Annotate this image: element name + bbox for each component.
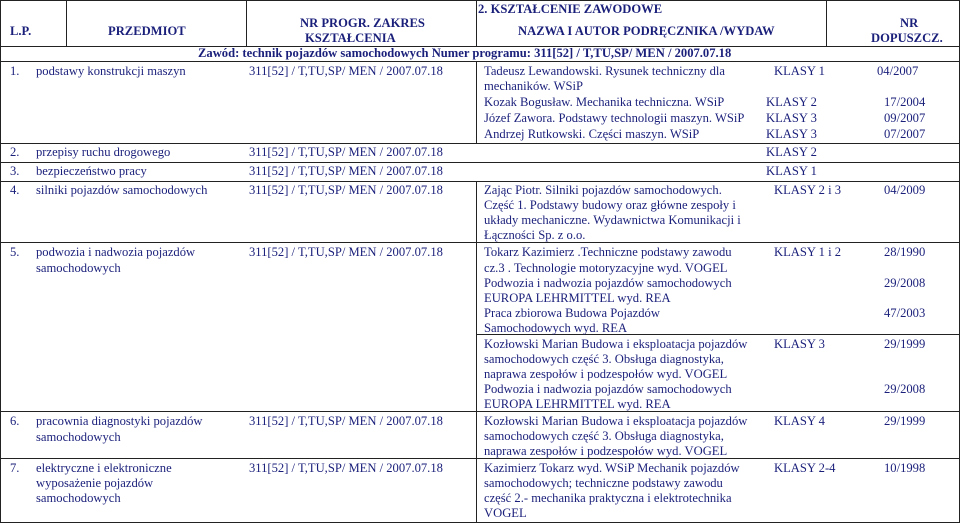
row-1-program: 311[52] / T,TU,SP/ MEN / 2007.07.18 — [249, 64, 443, 78]
profession-separator — [0, 61, 960, 62]
row-5-book-2-line-5: EUROPA LEHRMITTEL wyd. REA — [484, 397, 671, 411]
row-5-lp: 5. — [10, 245, 20, 259]
row-7-subject-line-3: samochodowych — [36, 491, 121, 505]
col-header-number-2: DOPUSZCZ. — [871, 31, 943, 45]
row-6-lp: 6. — [10, 414, 20, 428]
row-5-book-1-line-3: Podwozia i nadwozia pojazdów samochodowych — [484, 276, 732, 290]
row-4-book-1-nr: 04/2009 — [884, 183, 926, 197]
col-line-program-r1 — [476, 61, 477, 143]
row-5-book-1-klasy: KLASY 1 i 2 — [774, 245, 842, 259]
col-header-subject: PRZEDMIOT — [108, 24, 186, 38]
row-1-book-3-klasy: KLASY 3 — [766, 111, 817, 125]
row-7-book-1-line-4: VOGEL — [484, 506, 527, 520]
row-4-book-1-line-3: układy mechaniczne. Wydawnictwa Komunikacji i — [484, 213, 741, 227]
row-4-subject: silniki pojazdów samochodowych — [36, 183, 208, 197]
row-1-book-3-line-1: Józef Zawora. Podstawy technologii maszyn. WSiP — [484, 111, 745, 125]
row-separator-5 — [0, 411, 960, 412]
row-7-program: 311[52] / T,TU,SP/ MEN / 2007.07.18 — [249, 461, 443, 475]
row-1-book-1-line-1: Tadeusz Lewandowski. Rysunek techniczny dla — [484, 64, 725, 78]
row-5-book-2-klasy: KLASY 3 — [774, 337, 825, 351]
row-4-book-1-klasy: KLASY 2 i 3 — [774, 183, 842, 197]
col-header-lp: L.P. — [10, 24, 32, 38]
row-5-program: 311[52] / T,TU,SP/ MEN / 2007.07.18 — [249, 245, 443, 259]
row-2-klasy: KLASY 2 — [766, 145, 817, 159]
row-7-book-1-line-1: Kazimierz Tokarz wyd. WSiP Mechanik pojazdów — [484, 461, 740, 475]
row-separator-3 — [0, 181, 960, 182]
row-5-book-2-line-2: samochodowych część 3. Obsługa diagnostyka, — [484, 352, 724, 366]
row-3-subject: bezpieczeństwo pracy — [36, 164, 147, 178]
row-2-program: 311[52] / T,TU,SP/ MEN / 2007.07.18 — [249, 145, 443, 159]
row-4-program: 311[52] / T,TU,SP/ MEN / 2007.07.18 — [249, 183, 443, 197]
row-4-book-1-line-1: Zając Piotr. Silniki pojazdów samochodowych. — [484, 183, 722, 197]
row-5-book-1-line-2: cz.3 . Technologie motoryzacyjne wyd. VOGEL — [484, 261, 728, 275]
row-1-book-2-klasy: KLASY 2 — [766, 95, 817, 109]
col-header-program-1: NR PROGR. ZAKRES — [300, 16, 425, 30]
row-7-book-1-line-3: część 2.- mechanika praktyczna i elektrotechnika — [484, 491, 732, 505]
row-7-book-1-line-2: samochodowych; techniczne podstawy zawodu — [484, 476, 723, 490]
row-1-book-4-nr: 07/2007 — [884, 127, 926, 141]
col-line-author — [826, 0, 827, 46]
row-1-book-1-line-2: mechaników. WSiP — [484, 79, 583, 93]
row-7-lp: 7. — [10, 461, 20, 475]
section-title: 2. KSZTAŁCENIE ZAWODOWE — [478, 2, 663, 16]
row-2-lp: 2. — [10, 145, 20, 159]
col-line-subject — [246, 0, 247, 46]
row-3-program: 311[52] / T,TU,SP/ MEN / 2007.07.18 — [249, 164, 443, 178]
row-1-book-4-line-1: Andrzej Rutkowski. Części maszyn. WSiP — [484, 127, 700, 141]
row-6-book-1-line-2: samochodowych część 3. Obsługa diagnostyka, — [484, 429, 724, 443]
row-1-book-2-line-1: Kozak Bogusław. Mechanika techniczna. WSiP — [484, 95, 725, 109]
row-3-klasy: KLASY 1 — [766, 164, 817, 178]
col-header-author: NAZWA I AUTOR PODRĘCZNIKA /WYDAW — [518, 24, 775, 38]
row-separator-1 — [0, 143, 960, 144]
row-6-subject-line-1: pracownia diagnostyki pojazdów — [36, 414, 203, 428]
row-5-book-1-line-4: EUROPA LEHRMITTEL wyd. REA — [484, 291, 671, 305]
row-separator-6 — [0, 458, 960, 459]
row-5-book-2-line-3: naprawa zespołów i podzespołów wyd. VOGEL — [484, 367, 728, 381]
row-6-book-1-klasy: KLASY 4 — [774, 414, 825, 428]
row-1-book-2-nr: 17/2004 — [884, 95, 926, 109]
row-5-book-2-line-4: Podwozia i nadwozia pojazdów samochodowych — [484, 382, 732, 396]
row-4-lp: 4. — [10, 183, 20, 197]
row-5-book-1-nr-1: 28/1990 — [884, 245, 926, 259]
row-2-subject: przepisy ruchu drogowego — [36, 145, 171, 159]
row-3-lp: 3. — [10, 164, 20, 178]
row-4-book-1-line-4: Łączności Sp. z o.o. — [484, 228, 586, 242]
row-1-lp: 1. — [10, 64, 20, 78]
row-6-book-1-line-1: Kozłowski Marian Budowa i eksploatacja pojazdów — [484, 414, 748, 428]
row-separator-2 — [0, 162, 960, 163]
row-1-book-1-nr: 04/2007 — [877, 64, 919, 78]
profession-line: Zawód: technik pojazdów samochodowych Numer programu: 311[52] / T,TU,SP/ MEN / 2007.07.18 — [198, 46, 732, 60]
row-6-book-1-line-3: naprawa zespołów i podzespołów wyd. VOGEL — [484, 444, 728, 458]
row-5-book-1-nr-2: 29/2008 — [884, 276, 926, 290]
row-6-program: 311[52] / T,TU,SP/ MEN / 2007.07.18 — [249, 414, 443, 428]
col-line-program — [476, 0, 477, 46]
table-border-left — [0, 0, 1, 523]
row-7-book-1-nr: 10/1998 — [884, 461, 926, 475]
row-5-book-2-nr-1: 29/1999 — [884, 337, 926, 351]
row-5-book-1-line-1: Tokarz Kazimierz .Techniczne podstawy zawodu — [484, 245, 732, 259]
row-4-book-1-line-2: Część 1. Podstawy budowy oraz główne zespoły i — [484, 198, 736, 212]
row-5-subject-line-2: samochodowych — [36, 261, 121, 275]
row-1-book-1-klasy: KLASY 1 — [774, 64, 825, 78]
row-1-subject: podstawy konstrukcji maszyn — [36, 64, 186, 78]
row-5-book-2-nr-2: 29/2008 — [884, 382, 926, 396]
col-line-program-r4 — [476, 181, 477, 522]
row-5-book-2-line-1: Kozłowski Marian Budowa i eksploatacja pojazdów — [484, 337, 748, 351]
row-7-subject-line-1: elektryczne i elektroniczne — [36, 461, 172, 475]
row-5-subject-line-1: podwozia i nadwozia pojazdów — [36, 245, 196, 259]
row-1-book-4-klasy: KLASY 3 — [766, 127, 817, 141]
row-1-book-3-nr: 09/2007 — [884, 111, 926, 125]
row-6-subject-line-2: samochodowych — [36, 430, 121, 444]
row-7-subject-line-2: wyposażenie pojazdów — [36, 476, 154, 490]
row-7-book-1-klasy: KLASY 2-4 — [774, 461, 836, 475]
row-5-book-1-nr-3: 47/2003 — [884, 306, 926, 320]
row-5-book-1-line-5: Praca zbiorowa Budowa Pojazdów — [484, 306, 660, 320]
row-5-book-1-line-6: Samochodowych wyd. REA — [484, 321, 628, 335]
col-line-lp — [66, 0, 67, 46]
row-separator-4 — [0, 242, 960, 243]
table-border-top — [0, 0, 960, 1]
col-header-program-2: KSZTAŁCENIA — [305, 31, 396, 45]
row-6-book-1-nr: 29/1999 — [884, 414, 926, 428]
col-header-number-1: NR — [900, 16, 919, 30]
